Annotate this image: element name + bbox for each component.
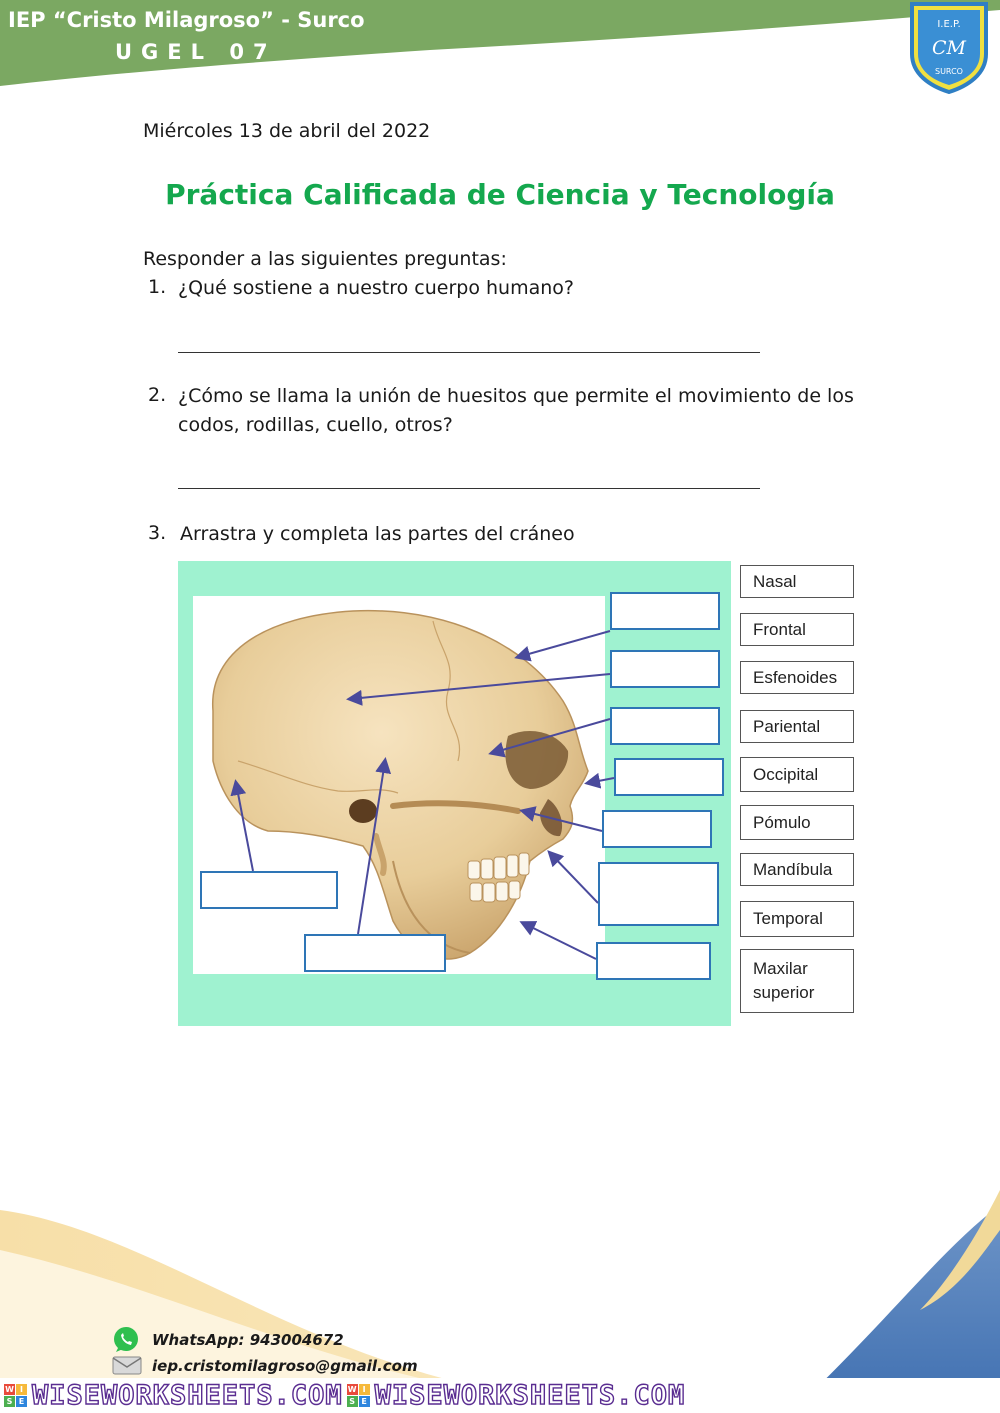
word-card-maxilar-superior[interactable]: Maxilar superior — [740, 949, 854, 1013]
word-card-pariental[interactable]: Pariental — [740, 710, 854, 743]
drop-box-5[interactable] — [602, 810, 712, 848]
drop-box-4[interactable] — [614, 758, 724, 796]
question-2-text-line1: ¿Cómo se llama la unión de huesitos que permite el movimiento de los — [178, 385, 854, 407]
word-card-occipital[interactable]: Occipital — [740, 757, 854, 792]
question-2-text-line2: codos, rodillas, cuello, otros? — [178, 414, 453, 436]
logo-monogram: CM — [932, 37, 966, 59]
watermark-bar — [0, 1378, 1000, 1413]
answer-line-2[interactable] — [178, 488, 760, 489]
question-2-number: 2. — [148, 384, 167, 406]
word-card-esfenoides[interactable]: Esfenoides — [740, 661, 854, 694]
school-name: IEP “Cristo Milagroso” - Surco — [8, 8, 365, 32]
answer-line-1[interactable] — [178, 352, 760, 353]
drop-box-2[interactable] — [610, 650, 720, 688]
wise-logo-icon: W I S E — [347, 1384, 370, 1407]
question-1-number: 1. — [148, 276, 167, 298]
word-card-temporal[interactable]: Temporal — [740, 901, 854, 937]
drop-box-1[interactable] — [610, 592, 720, 630]
word-card-frontal[interactable]: Frontal — [740, 613, 854, 646]
instructions: Responder a las siguientes preguntas: — [143, 248, 507, 270]
question-1-text: ¿Qué sostiene a nuestro cuerpo humano? — [178, 277, 574, 299]
question-3-number: 3. — [148, 522, 167, 544]
drop-box-7[interactable] — [596, 942, 711, 980]
date-text: Miércoles 13 de abril del 2022 — [143, 120, 431, 142]
logo-bottom-text: SURCO — [935, 67, 963, 76]
drop-box-8[interactable] — [200, 871, 338, 909]
drop-box-6[interactable] — [598, 862, 719, 926]
whatsapp-text: WhatsApp: 943004672 — [152, 1331, 344, 1349]
page-title: Práctica Calificada de Ciencia y Tecnología — [165, 178, 835, 211]
word-card-nasal[interactable]: Nasal — [740, 565, 854, 598]
question-3-text: Arrastra y completa las partes del cráneo — [180, 523, 575, 545]
email-icon — [110, 1353, 144, 1377]
drop-box-3[interactable] — [610, 707, 720, 745]
watermark-text-2: WISEWORKSHEETS.COM — [374, 1380, 686, 1411]
whatsapp-icon — [110, 1325, 144, 1355]
email-text: iep.cristomilagroso@gmail.com — [152, 1357, 418, 1375]
logo-top-text: I.E.P. — [937, 19, 961, 30]
drop-box-9[interactable] — [304, 934, 446, 972]
word-card-pomulo[interactable]: Pómulo — [740, 805, 854, 840]
word-card-mandibula[interactable]: Mandíbula — [740, 853, 854, 886]
school-logo — [908, 0, 990, 94]
ugel-label: UGEL 07 — [115, 40, 277, 64]
wise-logo-icon: W I S E — [4, 1384, 27, 1407]
watermark-text-1: WISEWORKSHEETS.COM — [32, 1380, 343, 1411]
